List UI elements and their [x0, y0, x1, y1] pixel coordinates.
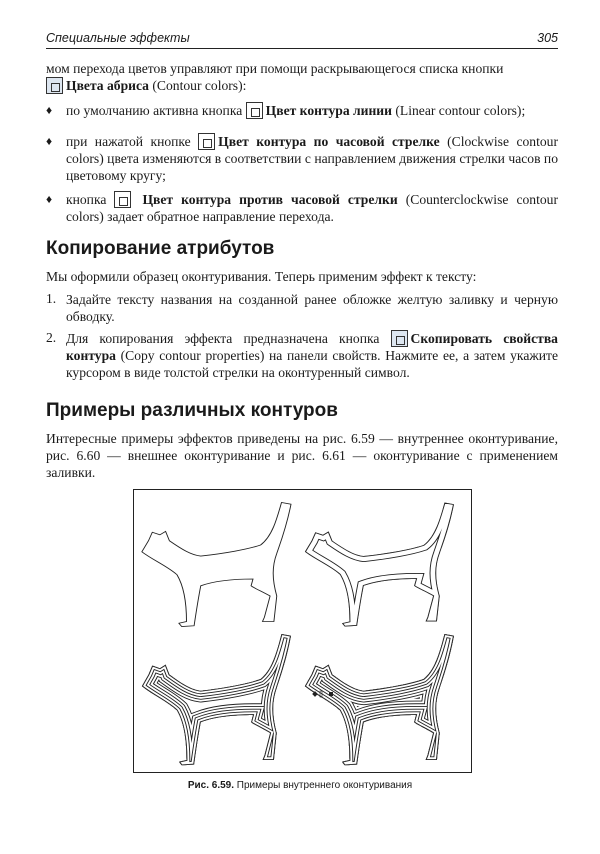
cat-multiple-contours — [142, 634, 291, 765]
bullet-icon: ♦ — [46, 192, 53, 206]
bullet-icon: ♦ — [46, 134, 53, 148]
step-number: 1. — [46, 291, 57, 306]
running-header — [46, 30, 558, 49]
contour-colors-icon — [46, 77, 63, 94]
bullet-text: (Clockwise contour colors) цвета изменяются в соответствии с направлением движения стрелки часов по цветовому кругу; — [66, 134, 558, 183]
figure-caption — [0, 780, 600, 791]
section-title: Специальные эффекты — [46, 31, 190, 45]
cat-dense-contours — [305, 634, 454, 765]
linear-contour-icon — [246, 102, 263, 119]
bullet-text: при нажатой кнопке — [66, 134, 191, 149]
cat-outline — [142, 503, 291, 627]
step-item — [66, 330, 558, 381]
bullet-bold: Цвет контура против часовой стрелки — [142, 192, 398, 207]
bullet-text: (Linear contour colors); — [395, 103, 526, 118]
section-heading: Копирование атрибутов — [46, 238, 275, 259]
figure-caption-text: Примеры внутреннего оконтуривания — [236, 780, 413, 791]
figure-frame — [133, 489, 472, 773]
step-text: Задайте тексту названия на созданной ранее обложке желтую заливку и черную обводку. — [66, 292, 558, 324]
figure-label: Рис. 6.59. — [187, 780, 235, 791]
bullet-bold: Цвет контура линии — [265, 103, 392, 118]
intro-bold: Цвета абриса — [66, 78, 149, 93]
bullet-bold: Цвет контура по часовой стрелке — [218, 134, 440, 149]
cat-contour-illustration — [134, 490, 471, 772]
paragraph: Мы оформили образец оконтуривания. Теперь применим эффект к тексту: — [46, 269, 477, 284]
step-bold: Скопировать свойства контура — [66, 331, 558, 363]
step-text: (Copy contour properties) на панели свойств. Нажмите ее, а затем укажите курсором в виде толстой стрелки на оконтуренный символ. — [66, 348, 558, 380]
cat-two-contours — [305, 503, 454, 627]
bullet-text: кнопка — [66, 192, 107, 207]
bullet-icon: ♦ — [46, 103, 53, 117]
bullet-item — [66, 102, 558, 119]
bullet-item — [66, 133, 558, 184]
paragraph: Интересные примеры эффектов приведены на рис. 6.59 — внутреннее оконтуривание, рис. 6.60 — внешнее оконтуривание и рис. 6.61 — оконтуривание с применением заливки. — [46, 431, 558, 480]
bullet-item — [66, 191, 558, 225]
intro-text: мом перехода цветов управляют при помощи раскрывающегося списка кнопки — [46, 61, 504, 76]
step-text: Для копирования эффекта предназначена кнопка — [66, 331, 380, 346]
intro-en: (Contour colors): — [152, 78, 247, 93]
intro-paragraph — [46, 60, 558, 94]
clockwise-contour-icon — [198, 133, 215, 150]
bullet-text: (Counterclockwise contour colors) задает обратное направление перехода. — [66, 192, 558, 224]
bullet-text: по умолчанию активна кнопка — [66, 103, 243, 118]
counterclockwise-contour-icon — [114, 191, 131, 208]
section-heading: Примеры различных контуров — [46, 400, 338, 421]
page-number: 305 — [537, 31, 558, 45]
copy-contour-properties-icon — [391, 330, 408, 347]
step-number: 2. — [46, 330, 57, 345]
